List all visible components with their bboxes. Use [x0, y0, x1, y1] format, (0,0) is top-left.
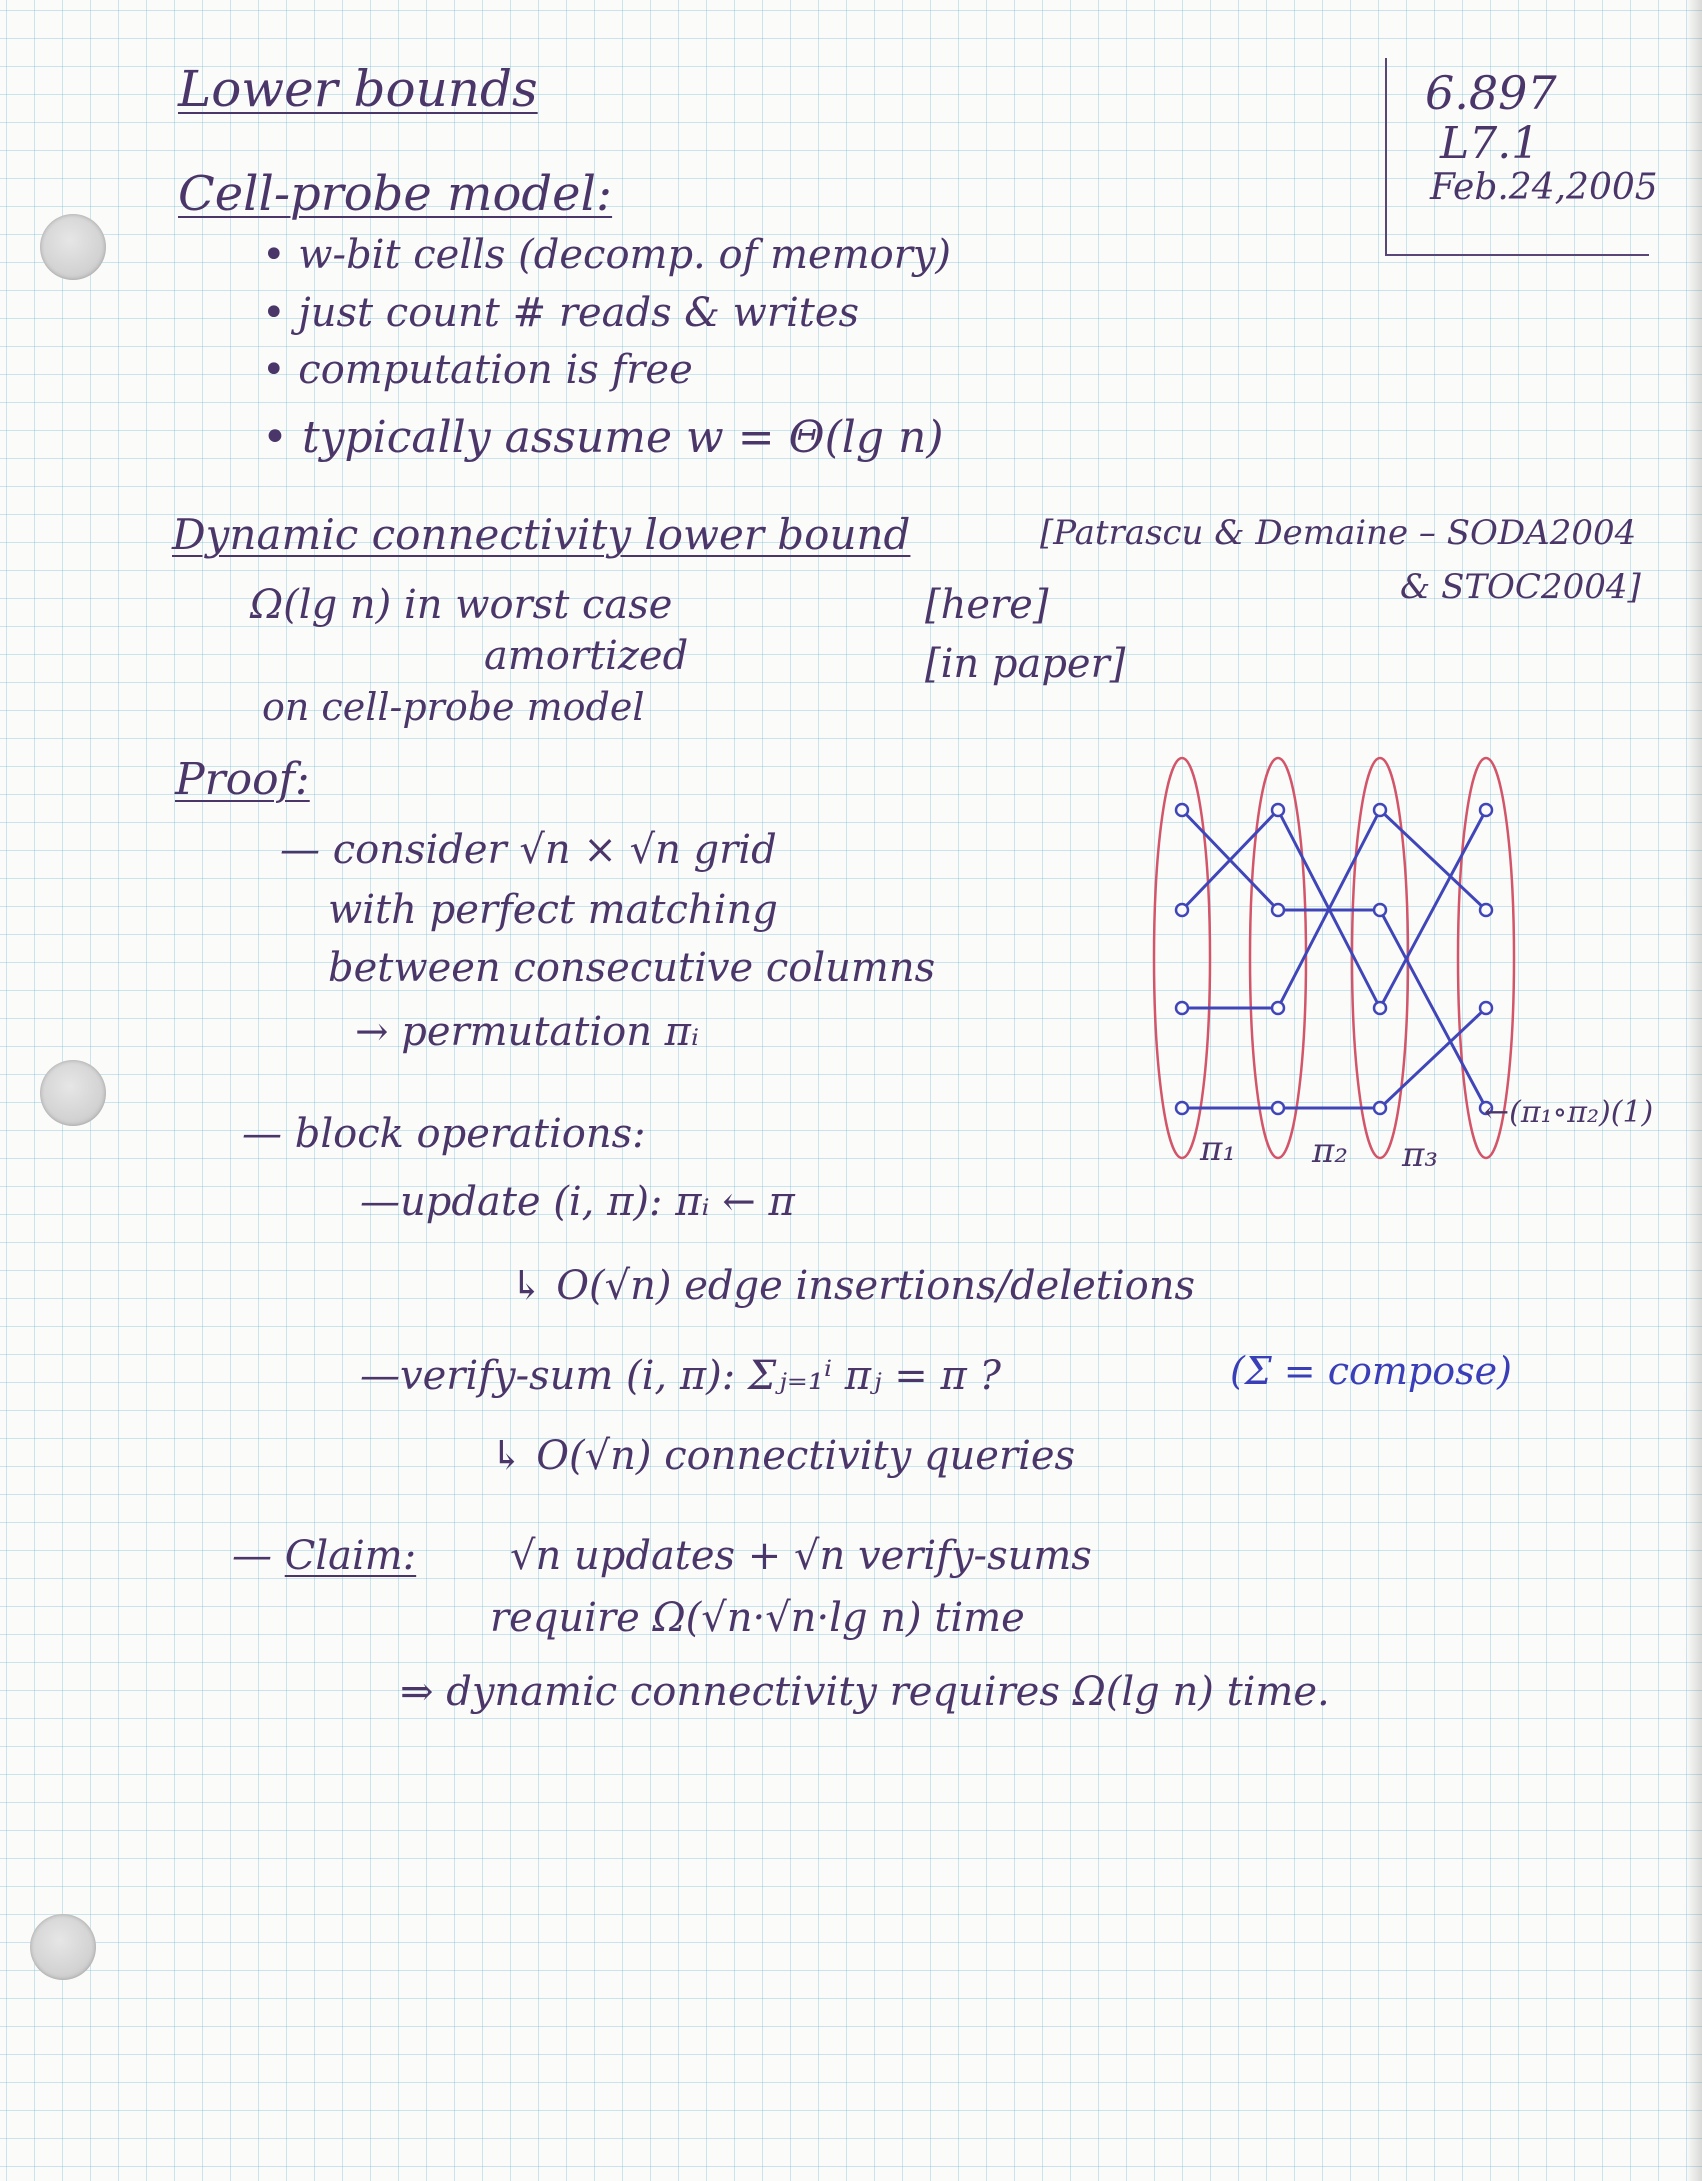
page-title: Lower bounds: [178, 60, 538, 118]
matching-edges: [1182, 810, 1486, 1108]
in-paper-note: [in paper]: [925, 641, 1126, 687]
matching-edge: [1380, 810, 1486, 910]
matching-edge: [1380, 910, 1486, 1108]
permutation-note: → permutation πᵢ: [355, 1009, 700, 1055]
column-oval: [1250, 758, 1306, 1158]
grid-vertex: [1374, 1002, 1386, 1014]
update-cost: ↳ O(√n) edge insertions/deletions: [510, 1263, 1196, 1309]
grid-vertex: [1272, 1002, 1284, 1014]
consecutive-columns: between consecutive columns: [328, 945, 936, 991]
grid-vertex: [1176, 1102, 1188, 1114]
proof-heading: Proof:: [175, 754, 310, 805]
amortized-label: amortized: [484, 633, 689, 679]
bullet-wbit-cells: • w-bit cells (decomp. of memory): [262, 232, 952, 278]
column-oval: [1352, 758, 1408, 1158]
citation-line-2: & STOC2004]: [1400, 567, 1641, 607]
binder-hole-top: [40, 214, 106, 280]
bullet-computation-free: • computation is free: [262, 347, 693, 393]
perfect-matching: with perfect matching: [328, 887, 778, 933]
verify-cost: ↳ O(√n) connectivity queries: [490, 1433, 1076, 1479]
update-operation: —update (i, π): πᵢ ← π: [360, 1179, 795, 1225]
grid-vertex: [1374, 804, 1386, 816]
claim-conclusion: ⇒ dynamic connectivity requires Ω(lg n) time.: [400, 1669, 1330, 1715]
lecture-date: Feb.24,2005: [1430, 167, 1658, 208]
grid-vertex: [1272, 804, 1284, 816]
grid-vertex: [1480, 1002, 1492, 1014]
matching-edge: [1380, 1008, 1486, 1108]
label-pi-3: π₃: [1402, 1135, 1438, 1175]
column-oval: [1154, 758, 1210, 1158]
bullet-count-reads: • just count # reads & writes: [262, 290, 860, 336]
grid-vertex: [1272, 904, 1284, 916]
worst-case-bound: Ω(lg n) in worst case: [250, 582, 673, 628]
grid-vertex: [1272, 1102, 1284, 1114]
column-ovals: [1154, 758, 1514, 1158]
grid-vertex: [1480, 904, 1492, 916]
claim-line-1: √n updates + √n verify-sums: [510, 1533, 1092, 1579]
block-operations: — block operations:: [242, 1111, 646, 1157]
matching-edge: [1380, 810, 1486, 1008]
binder-hole-bottom: [30, 1914, 96, 1980]
bullet-word-size: • typically assume w = Θ(lg n): [262, 412, 944, 463]
cell-probe-heading: Cell-probe model:: [178, 166, 613, 222]
label-pi-1: π₁: [1200, 1129, 1236, 1169]
grid-vertex: [1176, 804, 1188, 816]
grid-vertex: [1176, 904, 1188, 916]
grid-vertex: [1374, 904, 1386, 916]
consider-grid: — consider √n × √n grid: [280, 827, 777, 873]
grid-vertex: [1480, 804, 1492, 816]
binder-hole-middle: [40, 1060, 106, 1126]
composition-annotation: ←(π₁∘π₂)(1): [1484, 1095, 1654, 1130]
claim-line-2: require Ω(√n·√n·lg n) time: [490, 1595, 1025, 1641]
cell-probe-model-note: on cell-probe model: [262, 685, 645, 729]
label-pi-2: π₂: [1312, 1131, 1348, 1171]
lecture-number: L7.1: [1440, 118, 1540, 169]
verify-sum-operation: —verify-sum (i, π): Σⱼ₌₁ⁱ πⱼ = π ?: [360, 1353, 1001, 1399]
claim-label: Claim:: [284, 1533, 417, 1579]
notebook-page: 6.897 L7.1 Feb.24,2005 Lower bounds Cell-probe model: • w-bit cells (decomp. of memory) • just count # reads & writes • computation is free • typically assume w = Θ(lg n) Dynamic connectivity lower bound [Patrascu & Demaine – SODA2004 & STOC2004] Ω(lg n) in worst case [here] amortized [in paper] on cell-probe model Proof: — consider √n × √n grid with perfect matching between consecutive columns → permutation πᵢ — block operations: —update (i, π): πᵢ ← π ↳ O(√n) edge insertions/deletions —verify-sum (i, π): Σⱼ₌₁ⁱ πⱼ = π ? (Σ = compose) ↳ O(√n) connectivity queries — Claim: √n updates + √n verify-sums require Ω(√n·√n·lg n) time ⇒ dynamic connectivity requires Ω(lg n) time. π₁ π₂ π₃ ←(π₁∘π₂)(1): [0, 0, 1702, 2181]
here-note: [here]: [925, 582, 1049, 628]
course-number: 6.897: [1425, 66, 1557, 120]
permutation-grid-diagram: [1140, 750, 1700, 1210]
dynamic-heading: Dynamic connectivity lower bound: [172, 510, 911, 559]
grid-vertex: [1374, 1102, 1386, 1114]
grid-vertex: [1176, 1002, 1188, 1014]
grid-vertices: [1176, 804, 1492, 1114]
citation-line-1: [Patrascu & Demaine – SODA2004: [1040, 513, 1637, 553]
compose-note: (Σ = compose): [1230, 1349, 1512, 1393]
